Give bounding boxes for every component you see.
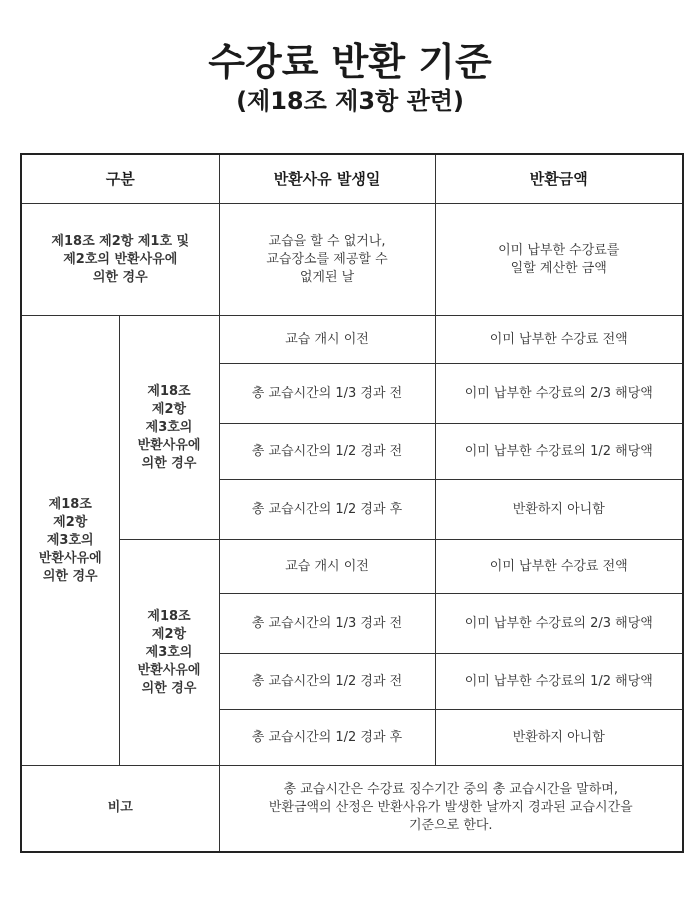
table-row <box>21 316 683 364</box>
sub1-row3-amount: 이미 납부한 수강료의 1/2 해당액 <box>435 424 683 480</box>
note-label: 비고 <box>21 766 219 852</box>
sub1-label: 제18조 제2항 제3호의 반환사유에 의한 경우 <box>119 316 219 540</box>
sub2-row1-date: 교습 개시 이전 <box>219 540 435 594</box>
sub2-row2-amount: 이미 납부한 수강료의 2/3 해당액 <box>435 594 683 654</box>
sub2-label: 제18조 제2항 제3호의 반환사유에 의한 경우 <box>119 540 219 766</box>
sub2-row4-amount: 반환하지 아니함 <box>435 710 683 766</box>
sub2-row2-date: 총 교습시간의 1/3 경과 전 <box>219 594 435 654</box>
header-category: 구분 <box>21 154 219 204</box>
table-row <box>21 204 683 316</box>
sub2-row3-amount: 이미 납부한 수강료의 1/2 해당액 <box>435 654 683 710</box>
page-subtitle: (제18조 제3항 관련) <box>236 87 464 115</box>
row1-date: 교습을 할 수 없거나, 교습장소를 제공할 수 없게된 날 <box>219 204 435 316</box>
row1-category: 제18조 제2항 제1호 및 제2호의 반환사유에 의한 경우 <box>21 204 219 316</box>
header-date: 반환사유 발생일 <box>219 154 435 204</box>
refund-criteria-table <box>20 153 684 853</box>
sub1-row2-amount: 이미 납부한 수강료의 2/3 해당액 <box>435 364 683 424</box>
sub2-row3-date: 총 교습시간의 1/2 경과 전 <box>219 654 435 710</box>
sub1-row1-amount: 이미 납부한 수강료 전액 <box>435 316 683 364</box>
sub1-row3-date: 총 교습시간의 1/2 경과 전 <box>219 424 435 480</box>
sub1-row4-date: 총 교습시간의 1/2 경과 후 <box>219 480 435 540</box>
row1-amount: 이미 납부한 수강료를 일할 계산한 금액 <box>435 204 683 316</box>
sub1-row2-date: 총 교습시간의 1/3 경과 전 <box>219 364 435 424</box>
sub2-row4-date: 총 교습시간의 1/2 경과 후 <box>219 710 435 766</box>
group-outer-label: 제18조 제2항 제3호의 반환사유에 의한 경우 <box>21 316 119 766</box>
note-row <box>21 766 683 852</box>
sub2-row1-amount: 이미 납부한 수강료 전액 <box>435 540 683 594</box>
sub1-row4-amount: 반환하지 아니함 <box>435 480 683 540</box>
page-title: 수강료 반환 기준 <box>208 40 492 84</box>
sub1-row1-date: 교습 개시 이전 <box>219 316 435 364</box>
table-row <box>21 540 683 594</box>
note-text: 총 교습시간은 수강료 징수기간 중의 총 교습시간을 말하며, 반환금액의 산정은 반환사유가 발생한 날까지 경과된 교습시간을 기준으로 한다. <box>219 766 683 852</box>
table-header-row <box>21 154 683 204</box>
header-amount: 반환금액 <box>435 154 683 204</box>
